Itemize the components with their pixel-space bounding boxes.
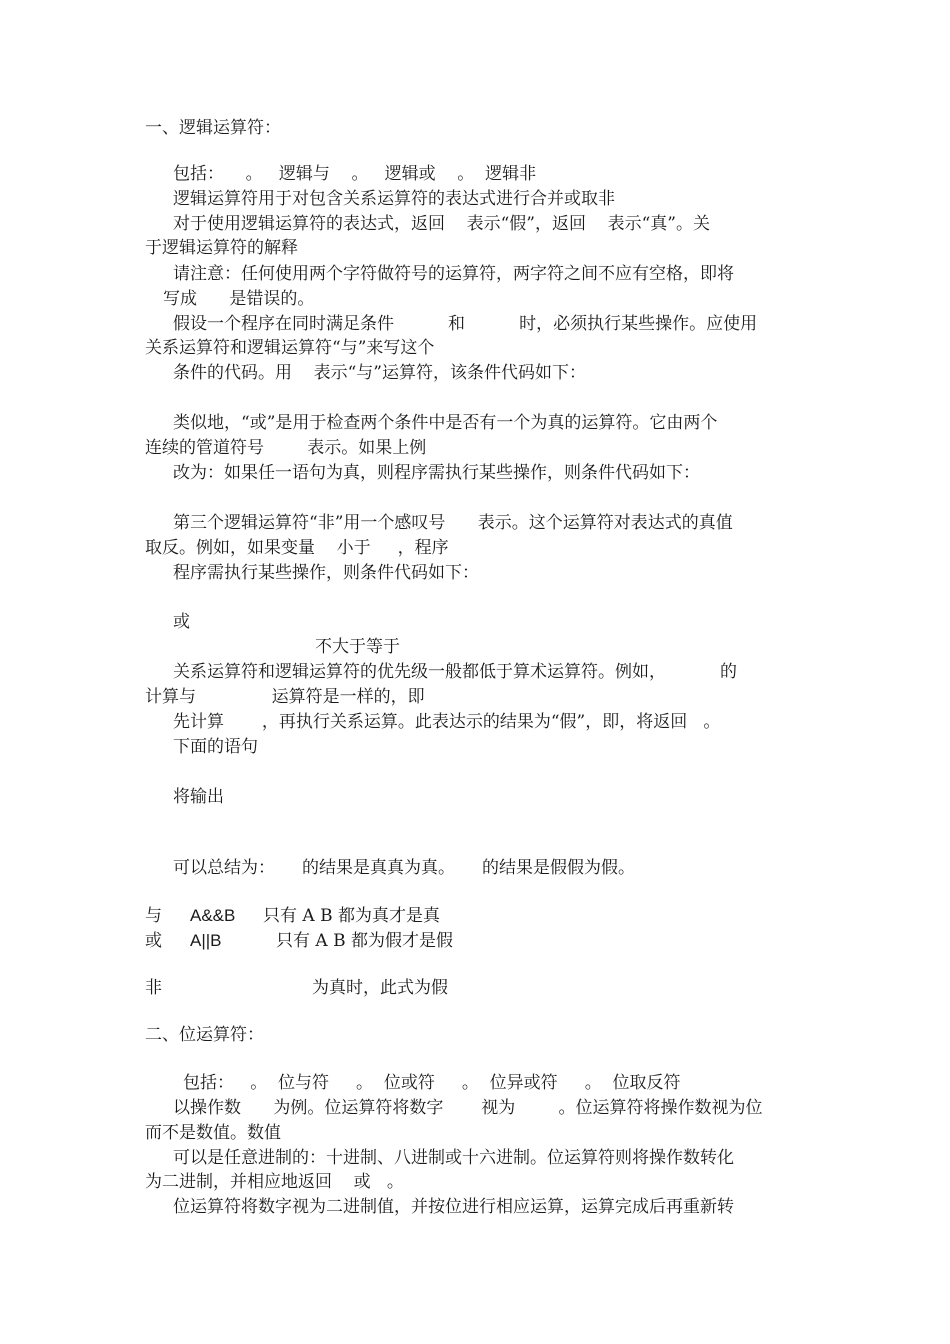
paragraph-line: 于逻辑运算符的解释 bbox=[145, 238, 298, 258]
operator-name: 与 bbox=[145, 906, 162, 926]
paragraph-line: 对于使用逻辑运算符的表达式，返回 表示“假”，返回 表示“真”。关 bbox=[173, 214, 710, 234]
paragraph-line: 条件的代码。用 表示“与”运算符，该条件代码如下： bbox=[173, 363, 586, 383]
paragraph-line: 类似地，“或”是用于检查两个条件中是否有一个为真的运算符。它由两个 bbox=[173, 413, 718, 433]
paragraph-line: 包括： 。 逻辑与 。 逻辑或 。 逻辑非 bbox=[173, 164, 537, 184]
operator-name: 非 bbox=[145, 978, 162, 998]
paragraph-line: 第三个逻辑运算符“非”用一个感叹号 表示。这个运算符对表达式的真值 bbox=[173, 513, 733, 533]
paragraph-line: 或 bbox=[173, 612, 190, 632]
section-1-title: 一、逻辑运算符： bbox=[145, 118, 281, 138]
paragraph-line: 将输出 bbox=[173, 787, 224, 807]
paragraph-line: 改为：如果任一语句为真，则程序需执行某些操作，则条件代码如下： bbox=[173, 463, 700, 483]
operator-expression: A||B bbox=[190, 931, 222, 950]
paragraph-line: 为二进制，并相应地返回 或 。 bbox=[145, 1172, 404, 1192]
paragraph-line: 不大于等于 bbox=[315, 637, 400, 657]
paragraph-line: 下面的语句 bbox=[173, 737, 258, 757]
paragraph-line: 先计算 ，再执行关系运算。此表达示的结果为“假”，即，将返回 。 bbox=[173, 712, 721, 732]
paragraph-line: 位运算符将数字视为二进制值，并按位进行相应运算，运算完成后再重新转 bbox=[173, 1197, 734, 1217]
paragraph-line: 取反。例如，如果变量 小于 ，程序 bbox=[145, 538, 449, 558]
operator-description: 只有 A B 都为真才是真 bbox=[263, 906, 440, 926]
section-2-title: 二、位运算符： bbox=[145, 1025, 264, 1045]
paragraph-line: 请注意：任何使用两个字符做符号的运算符，两字符之间不应有空格，即将 bbox=[173, 264, 734, 284]
paragraph-line: 计算与 运算符是一样的，即 bbox=[145, 687, 425, 707]
operator-name: 或 bbox=[145, 931, 162, 951]
paragraph-line: 可以是任意进制的：十进制、八进制或十六进制。位运算符则将操作数转化 bbox=[173, 1148, 734, 1168]
paragraph-line: 逻辑运算符用于对包含关系运算符的表达式进行合并或取非 bbox=[173, 189, 615, 209]
paragraph-line: 写成 是错误的。 bbox=[163, 289, 315, 309]
paragraph-line: 关系运算符和逻辑运算符的优先级一般都低于算术运算符。例如， 的 bbox=[173, 662, 738, 682]
paragraph-line: 假设一个程序在同时满足条件 和 时，必须执行某些操作。应使用 bbox=[173, 314, 758, 334]
paragraph-line: 包括： 。 位与符 。 位或符 。 位异或符 。 位取反符 bbox=[183, 1073, 681, 1093]
paragraph-line: 程序需执行某些操作，则条件代码如下： bbox=[173, 563, 479, 583]
operator-description: 为真时，此式为假 bbox=[312, 978, 448, 998]
paragraph-line: 关系运算符和逻辑运算符“与”来写这个 bbox=[145, 338, 435, 358]
paragraph-line: 而不是数值。数值 bbox=[145, 1123, 281, 1143]
paragraph-line: 可以总结为： 的结果是真真为真。 的结果是假假为假。 bbox=[173, 858, 636, 878]
paragraph-line: 连续的管道符号 表示。如果上例 bbox=[145, 438, 427, 458]
paragraph-line: 以操作数 为例。位运算符将数字 视为 。位运算符将操作数视为位 bbox=[173, 1098, 763, 1118]
operator-description: 只有 A B 都为假才是假 bbox=[276, 931, 453, 951]
operator-expression: A&&B bbox=[190, 906, 236, 925]
